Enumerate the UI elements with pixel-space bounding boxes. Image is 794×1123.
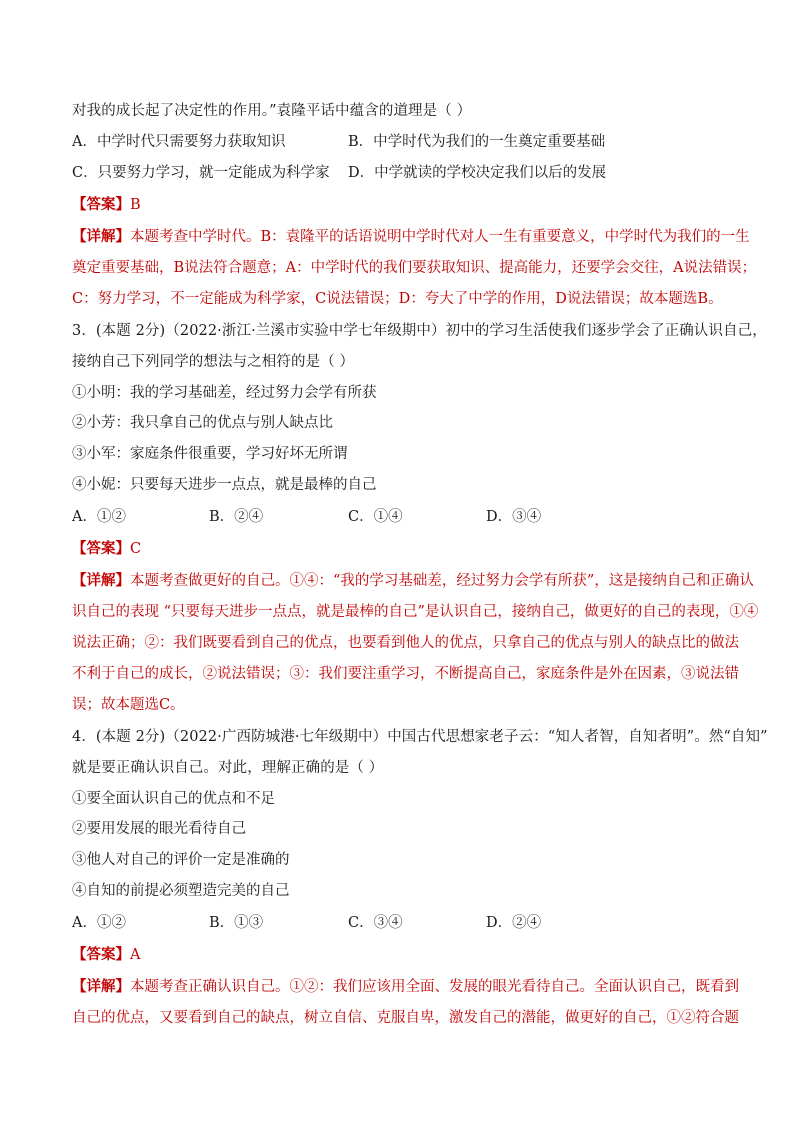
q4-answer xyxy=(72,945,732,965)
q3-item-3: ③小军：家庭条件很重要，学习好坏无所谓 xyxy=(72,446,348,462)
q2-options-row-1 xyxy=(72,132,732,152)
q4-options xyxy=(72,913,732,933)
q3-item-4: ④小妮：只要每天进步一点点，就是最棒的自己 xyxy=(72,477,377,493)
q2-option-b: B．中学时代为我们的一生奠定重要基础 xyxy=(348,134,606,150)
q3-detail-line-1: 【详解】本题考查做更好的自己。①④：“我的学习基础差，经过努力会学有所获”，这是接纳自己和正确认 xyxy=(72,572,754,589)
q2-answer-value: B xyxy=(130,197,141,213)
q4-detail-line-2: 自己的优点，又要看到自己的缺点，树立自信、克服自卑，激发自己的潜能，做更好的自己，①②符合题 xyxy=(72,1010,739,1026)
q3-answer xyxy=(72,539,732,559)
q3-option-d: D．③④ xyxy=(486,509,542,525)
q2-stem-tail: 对我的成长起了决定性的作用。”袁隆平话中蕴含的道理是（ ） xyxy=(72,103,472,119)
q3-option-a: A．①② xyxy=(72,509,126,525)
q2-detail-line-3: C：努力学习，不一定能成为科学家，C说法错误；D：夸大了中学的作用，D说法错误；故本题选B。 xyxy=(72,291,723,307)
q3-stem-line-2: 接纳自己下列同学的想法与之相符的是（ ） xyxy=(72,354,355,370)
q3-detail-line-4: 不利于自己的成长，②说法错误；③：我们要注重学习，不断提高自己，家庭条件是外在因素，③说法错 xyxy=(72,666,739,682)
q4-answer-value: A xyxy=(130,947,141,963)
q2-option-d: D．中学就读的学校决定我们以后的发展 xyxy=(348,165,607,181)
q2-option-c: C．只要努力学习，就一定能成为科学家 xyxy=(72,165,330,181)
q3-detail-line-2: 识自己的表现 “只要每天进步一点点，就是最棒的自己”是认识自己，接纳自己，做更好的自己的表现，①④ xyxy=(72,604,759,620)
q4-item-3: ③他人对自己的评价一定是准确的 xyxy=(72,852,290,868)
q4-option-d: D．②④ xyxy=(486,915,542,931)
q3-stem-line-1: 3．(本题 2分)（2022·浙江·兰溪市实验中学七年级期中）初中的学习生活使我们逐步学会了正确认识自己， xyxy=(72,323,767,339)
q3-detail-line-3: 说法正确；②：我们既要看到自己的优点，也要看到他人的优点，只拿自己的优点与别人的缺点比的做法 xyxy=(72,635,739,651)
q3-answer-tag: 【答案】 xyxy=(72,540,130,557)
q4-option-a: A．①② xyxy=(72,915,126,931)
q3-item-1: ①小明：我的学习基础差，经过努力会学有所获 xyxy=(72,385,377,401)
q3-option-c: C．①④ xyxy=(348,509,403,525)
q3-item-2: ②小芳：我只拿自己的优点与别人缺点比 xyxy=(72,415,333,431)
q3-detail-line-5: 误；故本题选C。 xyxy=(72,697,185,713)
q4-option-c: C．③④ xyxy=(348,915,403,931)
q2-option-a: A．中学时代只需要努力获取知识 xyxy=(72,134,286,150)
q2-detail-tag: 【详解】 xyxy=(72,228,130,245)
q2-detail-line-2: 奠定重要基础，B说法符合题意；A：中学时代的我们要获取知识、提高能力，还要学会交往，A说法错误； xyxy=(72,260,757,276)
q4-item-4: ④自知的前提必须塑造完美的自己 xyxy=(72,883,290,899)
q4-item-2: ②要用发展的眼光看待自己 xyxy=(72,821,246,837)
q2-answer-tag: 【答案】 xyxy=(72,196,130,213)
q3-options xyxy=(72,507,732,527)
q2-detail-line-1: 【详解】本题考查中学时代。B：袁隆平的话语说明中学时代对人一生有重要意义，中学时代为我们的一生 xyxy=(72,228,750,245)
q4-detail-line-1: 【详解】本题考查正确认识自己。①②：我们应该用全面、发展的眼光看待自己。全面认识自己，既看到 xyxy=(72,978,739,995)
q3-detail-tag: 【详解】 xyxy=(72,572,130,589)
q2-answer xyxy=(72,195,732,215)
q4-item-1: ①要全面认识自己的优点和不足 xyxy=(72,791,275,807)
q3-answer-value: C xyxy=(130,541,142,557)
q4-stem-line-1: 4．(本题 2分)（2022·广西防城港·七年级期中）中国古代思想家老子云：“知人者智，自知者明”。然“自知” xyxy=(72,729,768,745)
q2-options-row-2 xyxy=(72,163,732,183)
q3-option-b: B．②④ xyxy=(209,509,264,525)
q4-answer-tag: 【答案】 xyxy=(72,946,130,963)
q4-stem-line-2: 就是要正确认识自己。对此，理解正确的是（ ） xyxy=(72,760,384,776)
q4-option-b: B．①③ xyxy=(209,915,264,931)
q4-detail-tag: 【详解】 xyxy=(72,978,130,995)
